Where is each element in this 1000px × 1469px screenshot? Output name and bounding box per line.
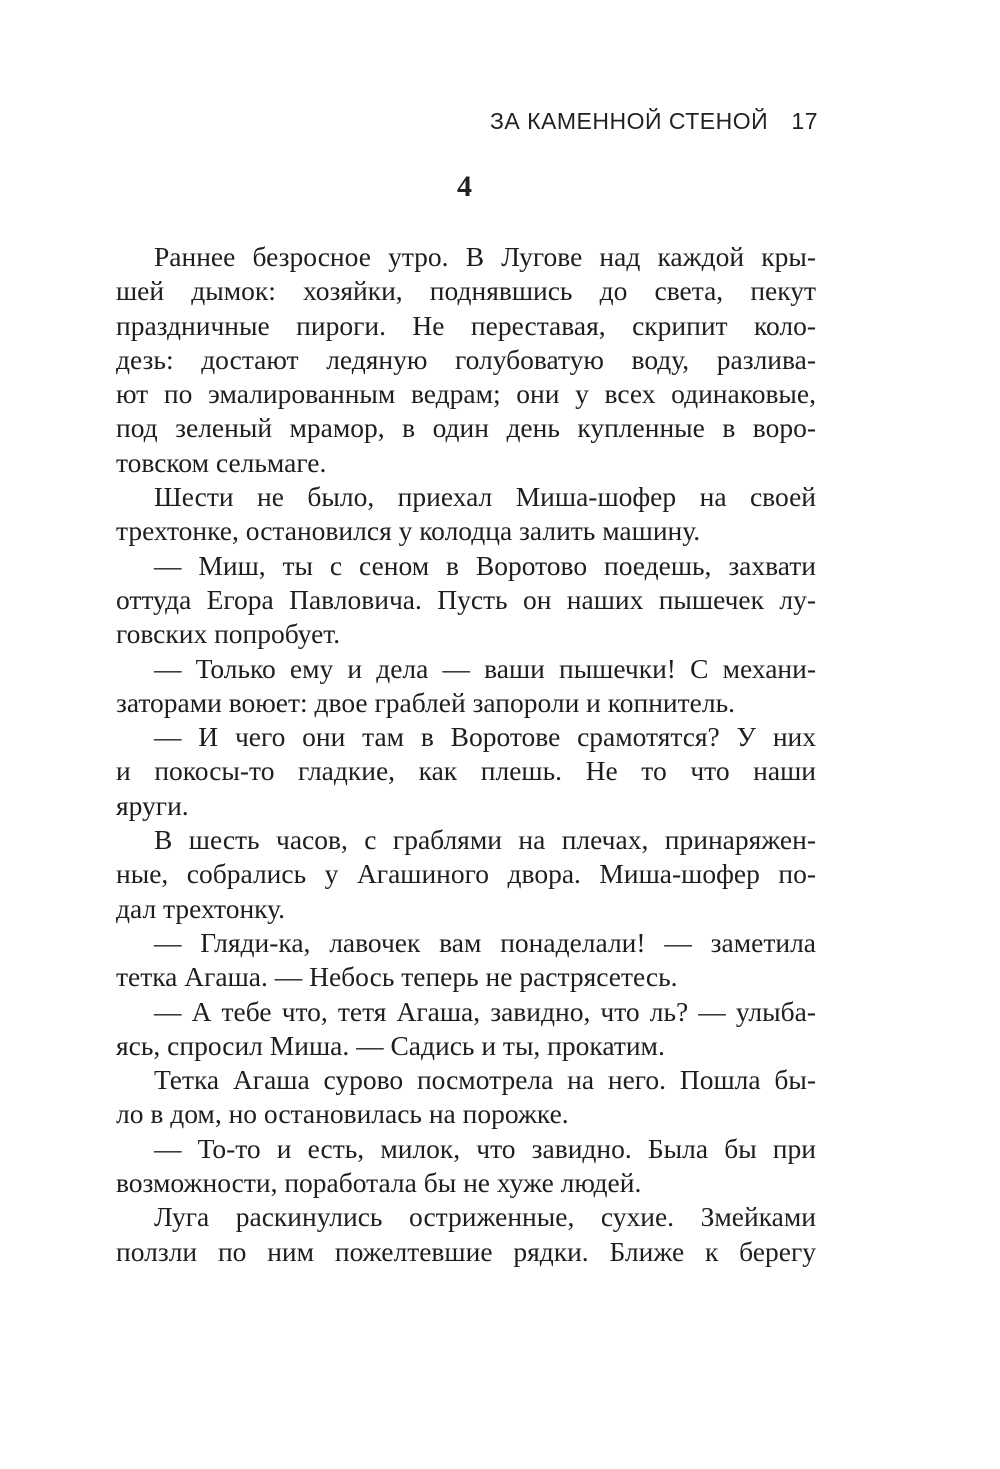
- text-line: ют по эмалированным ведрам; они у всех одинаковые,: [116, 378, 816, 410]
- text-line: — Только ему и дела — ваши пышечки! С механи-: [154, 652, 816, 684]
- text-line: оттуда Егора Павловича. Пусть он наших пышечек лу-: [116, 583, 816, 615]
- text-line: заторами воюет: двое граблей запороли и копнитель.: [116, 686, 736, 718]
- text-line: под зеленый мрамор, в один день купленные в воро-: [116, 412, 816, 444]
- text-line: трехтонке, остановился у колодца залить машину.: [116, 515, 701, 547]
- text-line: праздничные пироги. Не переставая, скрипит коло-: [116, 309, 816, 341]
- running-title: ЗА КАМЕННОЙ СТЕНОЙ: [490, 108, 769, 134]
- text-line: В шесть часов, с граблями на плечах, принаряжен-: [154, 824, 816, 856]
- text-line: дезь: достают ледяную голубоватую воду, разлива-: [116, 343, 816, 375]
- text-line: — Гляди-ка, лавочек вам понаделали! — заметила: [154, 926, 816, 958]
- text-line: Тетка Агаша сурово посмотрела на него. Пошла бы-: [154, 1064, 816, 1096]
- text-line: товском сельмаге.: [116, 446, 327, 478]
- text-line: — Миш, ты с сеном в Воротово поедешь, захвати: [154, 549, 816, 581]
- body-text: [116, 240, 816, 1269]
- text-line: Луга раскинулись остриженные, сухие. Змейками: [154, 1201, 816, 1233]
- text-line: возможности, поработала бы не хуже людей.: [116, 1167, 642, 1199]
- text-line: ные, собрались у Агашиного двора. Миша-шофер по-: [116, 858, 816, 890]
- text-line: — И чего они там в Воротове срамотятся? У них: [154, 721, 816, 753]
- text-line: шей дымок: хозяйки, поднявшись до света, пекут: [116, 275, 816, 307]
- page-number: 17: [791, 108, 818, 134]
- text-line: Раннее безросное утро. В Лугове над каждой кры-: [154, 241, 816, 272]
- chapter-number: 4: [457, 170, 472, 203]
- text-line: яруги.: [116, 789, 189, 821]
- text-line: — То-то и есть, милок, что завидно. Была бы при: [154, 1132, 816, 1164]
- text-line: ползли по ним пожелтевшие рядки. Ближе к берегу: [116, 1235, 816, 1267]
- text-line: — А тебе что, тетя Агаша, завидно, что ль? — улыба-: [154, 995, 816, 1027]
- text-line: тетка Агаша. — Небось теперь не растрясетесь.: [116, 961, 678, 993]
- text-line: и покосы-то гладкие, как плешь. Не то что наши: [116, 755, 816, 787]
- text-line: ясь, спросил Миша. — Садись и ты, прокатим.: [116, 1029, 665, 1061]
- text-line: ло в дом, но остановилась на порожке.: [116, 1098, 569, 1130]
- running-header: [480, 108, 820, 144]
- text-line: Шести не было, приехал Миша-шофер на своей: [154, 481, 816, 513]
- text-line: говских попробует.: [116, 618, 341, 650]
- text-line: дал трехтонку.: [116, 892, 286, 924]
